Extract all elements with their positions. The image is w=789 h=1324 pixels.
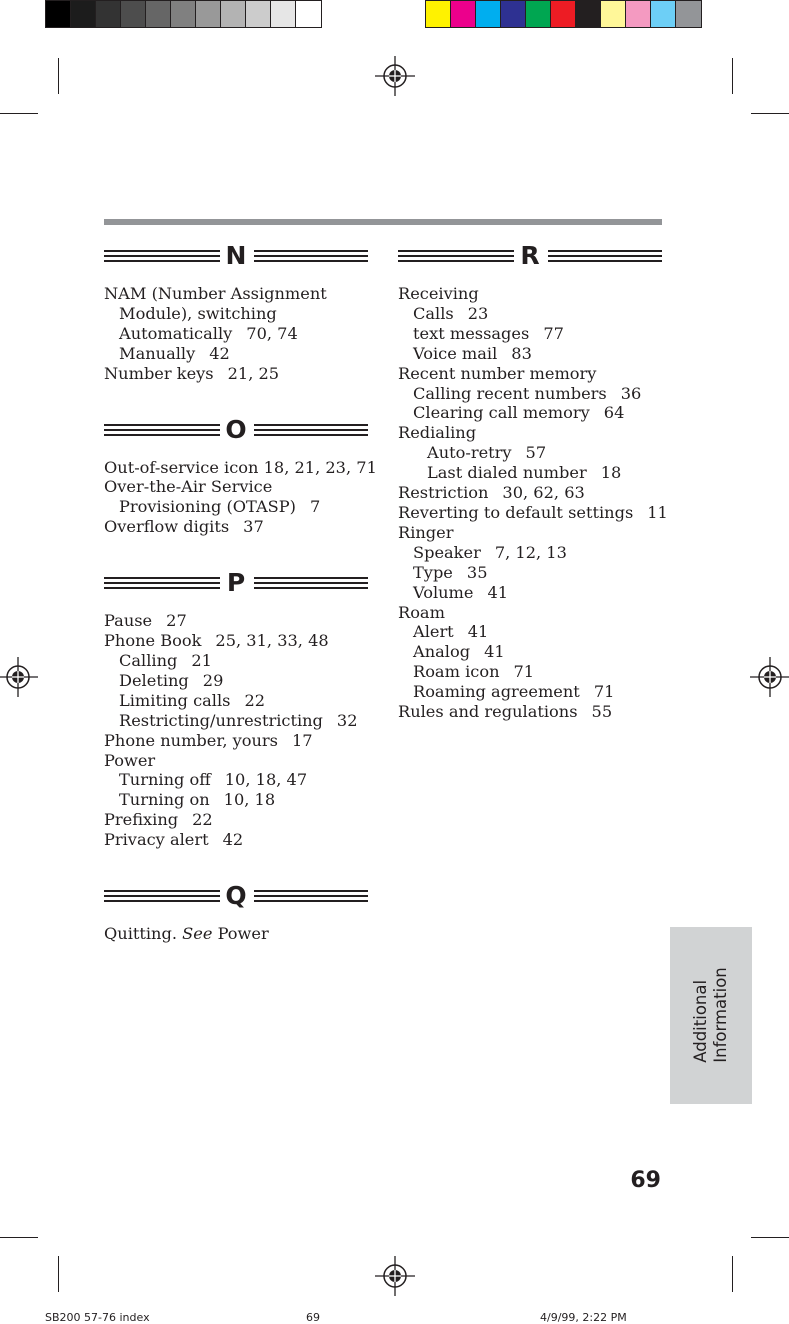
section-letter: P [226, 568, 246, 598]
index-entry [104, 830, 368, 850]
color-swatch [601, 1, 626, 27]
color-swatch [196, 1, 221, 27]
crop-mark [0, 113, 38, 114]
index-entry [104, 364, 368, 384]
index-term: text messages [413, 323, 530, 343]
index-entry [104, 790, 368, 810]
color-swatch [71, 1, 96, 27]
section-letter: O [225, 414, 247, 444]
page-reference: 71 [513, 662, 535, 682]
index-entry [398, 523, 662, 543]
page-reference: 22 [192, 810, 213, 830]
index-term: Roam [398, 602, 445, 622]
section-letter: N [225, 241, 247, 270]
page-reference: 42 [209, 343, 230, 363]
color-swatch [501, 1, 526, 27]
page-reference: 77 [543, 323, 564, 343]
index-entry [104, 691, 368, 711]
section-gap [104, 384, 368, 418]
index-term: Prefixing [104, 810, 179, 830]
index-entry [104, 671, 368, 691]
index-term: NAM (Number Assignment [104, 284, 327, 303]
page-reference: 35 [466, 562, 488, 582]
index-entry [104, 304, 368, 324]
page-reference: 41 [484, 642, 505, 662]
index-entry [398, 304, 662, 324]
page-reference: 25, 31, 33, 48 [215, 631, 329, 651]
index-term: Clearing call memory [413, 403, 590, 423]
index-column-right [398, 241, 668, 722]
section-gap [104, 850, 368, 884]
index-term: Speaker [413, 542, 481, 562]
registration-mark-icon [750, 657, 789, 697]
index-entry [398, 324, 662, 344]
section-letter: R [520, 241, 540, 270]
footer-filename: SB200 57-76 index [45, 1311, 150, 1324]
page-reference: 17 [291, 730, 313, 750]
page-reference: 10, 18 [223, 790, 276, 810]
index-entry [398, 463, 662, 483]
header-rule [104, 219, 662, 225]
index-entry [398, 563, 662, 583]
index-entry [398, 702, 662, 722]
page-reference: 29 [202, 670, 224, 690]
page-reference: 32 [336, 710, 358, 730]
index-term: Module), switching [119, 303, 277, 323]
index-term: Privacy alert [104, 830, 209, 850]
section-gap [104, 537, 368, 571]
index-term: Roaming agreement [413, 682, 580, 702]
registration-mark-icon [0, 657, 38, 697]
index-entry [398, 384, 662, 404]
see-reference: See [182, 924, 213, 944]
section-header [104, 568, 368, 599]
section-letter: Q [225, 881, 247, 911]
color-swatch [576, 1, 601, 27]
index-term: Alert [413, 622, 454, 642]
color-swatch [651, 1, 676, 27]
section-tab-line2: Information [711, 967, 730, 1063]
page-reference: 70, 74 [246, 323, 298, 343]
page-reference: 42 [222, 830, 244, 850]
index-term: Auto-retry [427, 443, 512, 463]
color-swatch [146, 1, 171, 27]
index-entry [398, 642, 662, 662]
index-entry [398, 344, 662, 364]
index-entry [104, 770, 368, 790]
page-reference: 37 [243, 517, 264, 537]
index-entry [104, 751, 368, 771]
index-term: Power [104, 750, 156, 770]
color-swatch [626, 1, 651, 27]
see-target: Power [217, 924, 269, 944]
index-entry [398, 483, 662, 503]
page-reference: 21 [191, 650, 212, 670]
index-term: Automatically [119, 323, 233, 343]
page-reference: 41 [467, 622, 489, 642]
index-term: Roam icon [413, 662, 500, 682]
index-entry [104, 497, 368, 517]
index-entry [398, 662, 662, 682]
crop-mark [0, 1237, 38, 1238]
section-tab-label [691, 967, 731, 1063]
index-entry [398, 443, 662, 463]
page-reference: 7, 12, 13 [494, 542, 567, 562]
color-swatch [426, 1, 451, 27]
section-tab-line1: Additional [691, 979, 710, 1063]
color-swatch [96, 1, 121, 27]
crop-mark [732, 58, 733, 94]
index-term: Turning off [119, 770, 211, 790]
index-term: Deleting [119, 670, 189, 690]
color-swatch [246, 1, 271, 27]
page-reference: 21, 25 [227, 363, 280, 383]
index-entry [398, 502, 668, 523]
registration-mark-icon [375, 56, 415, 96]
section-header [104, 881, 368, 912]
page-reference: 10, 18, 47 [224, 770, 308, 790]
page-reference: 83 [511, 343, 532, 363]
footer-page: 69 [306, 1311, 320, 1324]
color-calibration-bar [425, 0, 702, 28]
page-reference: 22 [244, 690, 266, 710]
index-term: Rules and regulations [398, 702, 578, 722]
index-term: Turning on [119, 790, 210, 810]
page-reference: 30, 62, 63 [502, 483, 585, 503]
index-term: Over-the-Air Service [104, 477, 273, 497]
index-entry [398, 423, 662, 443]
index-term: Restriction [398, 483, 489, 503]
index-term: Calling recent numbers [413, 383, 607, 403]
index-list [398, 284, 668, 722]
index-term: Calls [413, 303, 454, 323]
index-term: Calling [119, 650, 178, 670]
index-entry [104, 324, 368, 344]
index-term: Manually [119, 343, 196, 363]
index-list [104, 924, 368, 944]
index-term: Receiving [398, 284, 479, 303]
index-entry [398, 364, 662, 384]
index-list [104, 611, 368, 850]
color-swatch [171, 1, 196, 27]
page-number: 69 [630, 1168, 661, 1193]
index-term: Limiting calls [119, 690, 231, 710]
index-entry [398, 284, 662, 304]
index-entry [104, 631, 368, 651]
index-term: Reverting to default settings [398, 502, 634, 522]
page-reference: 23 [467, 303, 489, 323]
index-entry [104, 924, 368, 944]
index-term: Restricting/unrestricting [119, 710, 323, 730]
index-term: Number keys [104, 363, 214, 383]
page-reference: 57 [525, 443, 547, 463]
section-header [104, 241, 368, 272]
index-entry [104, 731, 368, 751]
page-reference: 36 [620, 383, 642, 403]
index-entry [104, 651, 368, 671]
page-reference: 41 [487, 582, 509, 602]
page-reference: 7 [309, 497, 321, 517]
index-term: Phone Book [104, 631, 202, 651]
index-entry [104, 344, 368, 364]
index-entry [104, 711, 368, 731]
page-reference: 71 [593, 682, 615, 702]
crop-mark [732, 1256, 733, 1292]
index-entry [104, 477, 368, 497]
crop-mark [58, 58, 59, 94]
index-term: Overflow digits [104, 517, 230, 537]
page-reference: 55 [591, 702, 613, 722]
index-entry [104, 284, 368, 304]
index-entry [104, 810, 368, 830]
index-entry [398, 403, 662, 423]
index-term: Pause [104, 611, 153, 631]
index-term: Out-of-service icon 18, 21, 23, 71 [104, 457, 377, 477]
color-swatch [676, 1, 701, 27]
color-swatch [121, 1, 146, 27]
color-swatch [46, 1, 71, 27]
page-reference: 11 [647, 502, 668, 522]
index-term: Volume [413, 582, 474, 602]
index-term: Type [413, 562, 453, 582]
index-term: Analog [413, 642, 471, 662]
crop-mark [751, 113, 789, 114]
section-header [398, 241, 662, 272]
index-entry [104, 517, 368, 537]
color-swatch [476, 1, 501, 27]
color-swatch [451, 1, 476, 27]
crop-mark [58, 1256, 59, 1292]
registration-mark-icon [375, 1256, 415, 1296]
crop-mark [751, 1237, 789, 1238]
index-term: Phone number, yours [104, 730, 278, 750]
grayscale-calibration-bar [45, 0, 322, 28]
index-list [104, 457, 377, 538]
section-header [104, 414, 368, 446]
index-term: Recent number memory [398, 363, 597, 383]
index-term: Redialing [398, 423, 477, 443]
color-swatch [296, 1, 321, 27]
index-entry [398, 543, 662, 563]
index-term: Voice mail [413, 343, 498, 363]
page-reference: 27 [166, 611, 187, 631]
index-column-left [104, 241, 377, 944]
color-swatch [551, 1, 576, 27]
color-swatch [526, 1, 551, 27]
index-entry [104, 611, 368, 631]
index-list [104, 284, 368, 384]
index-entry [398, 622, 662, 642]
index-term: Provisioning (OTASP) [119, 497, 296, 517]
footer-timestamp: 4/9/99, 2:22 PM [540, 1311, 627, 1324]
index-term: Last dialed number [427, 463, 587, 483]
index-term: Quitting. [104, 924, 177, 944]
index-entry [398, 603, 662, 623]
page-reference: 64 [603, 403, 625, 423]
color-swatch [221, 1, 246, 27]
index-entry [104, 457, 377, 478]
index-entry [398, 682, 662, 702]
page-reference: 18 [600, 463, 622, 483]
color-swatch [271, 1, 296, 27]
index-term: Ringer [398, 522, 454, 542]
index-entry [398, 583, 662, 603]
